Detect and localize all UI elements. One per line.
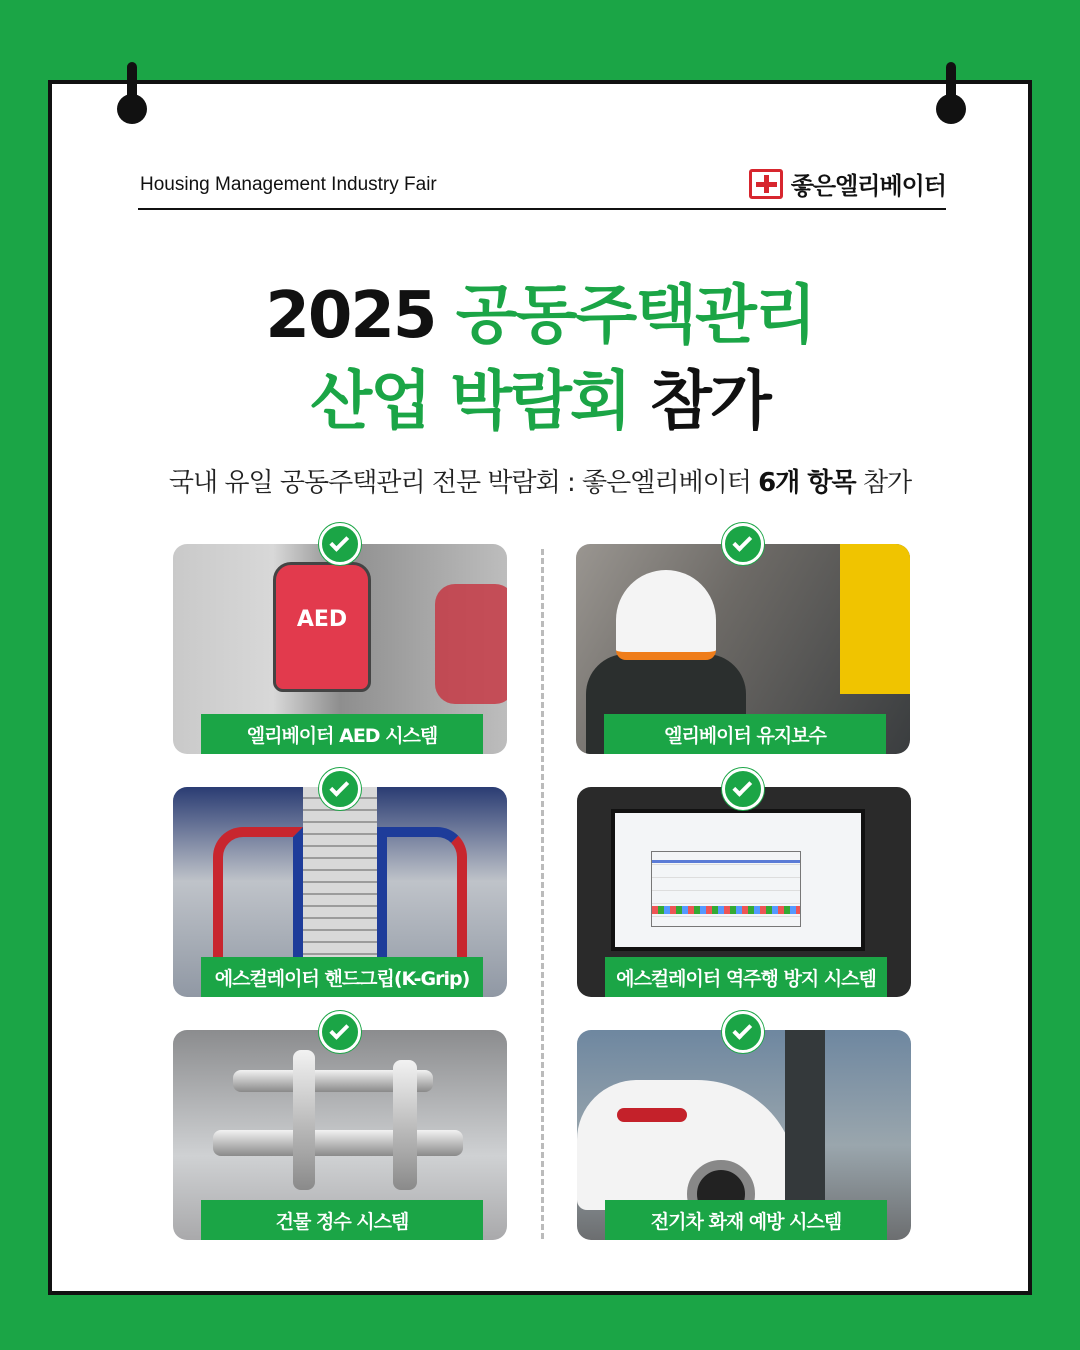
aed-device-text: AED <box>296 607 348 632</box>
item-label: 엘리베이터 유지보수 <box>604 714 886 754</box>
sensor-graph <box>651 851 801 927</box>
machine-panel <box>840 544 910 694</box>
check-icon <box>319 523 361 565</box>
brand-logo-icon <box>749 169 783 199</box>
item-card-handgrip <box>173 787 507 997</box>
subtitle-prefix: 국내 유일 공동주택관리 전문 박람회 : 좋은엘리베이터 <box>168 468 751 498</box>
pipe <box>293 1050 315 1190</box>
brand <box>749 166 946 201</box>
check-icon <box>722 1011 764 1053</box>
subtitle-bold: 6개 항목 <box>758 468 856 498</box>
pin-icon <box>935 62 967 130</box>
check-icon <box>319 768 361 810</box>
pipe <box>213 1130 463 1156</box>
helmet-icon <box>616 570 716 660</box>
fair-name: Housing Management Industry Fair <box>140 174 437 195</box>
title-line-1 <box>52 279 1028 353</box>
item-card-water <box>173 1030 507 1240</box>
item-card-ev-fire <box>577 1030 911 1240</box>
aed-device <box>273 562 371 692</box>
charger-icon <box>785 1030 825 1210</box>
poster-card <box>48 80 1032 1295</box>
aed-device-reflection <box>435 584 507 704</box>
item-label: 건물 정수 시스템 <box>201 1200 483 1240</box>
title-year: 2025 <box>265 279 436 353</box>
brand-name: 좋은엘리베이터 <box>790 172 946 200</box>
check-icon <box>722 523 764 565</box>
title-highlight-2: 산업 박람회 <box>310 365 630 439</box>
subtitle-suffix: 참가 <box>862 468 912 498</box>
pipe <box>393 1060 417 1190</box>
item-label: 엘리베이터 AED 시스템 <box>201 714 483 754</box>
item-card-aed <box>173 544 507 754</box>
item-label: 전기차 화재 예방 시스템 <box>605 1200 887 1240</box>
header <box>138 160 946 210</box>
check-icon <box>319 1011 361 1053</box>
tail-light <box>617 1108 687 1122</box>
item-label: 에스컬레이터 핸드그립(K-Grip) <box>201 957 483 997</box>
subtitle <box>52 462 1028 499</box>
title-highlight-1: 공동주택관리 <box>455 279 815 353</box>
item-card-reverse-prevention <box>577 787 911 997</box>
title-line-2 <box>52 365 1028 439</box>
check-icon <box>722 768 764 810</box>
title-suffix: 참가 <box>650 365 770 439</box>
item-card-maintenance <box>576 544 910 754</box>
monitor-screen <box>611 809 865 951</box>
center-divider <box>541 549 544 1239</box>
pin-icon <box>116 62 148 130</box>
item-label: 에스컬레이터 역주행 방지 시스템 <box>605 957 887 997</box>
